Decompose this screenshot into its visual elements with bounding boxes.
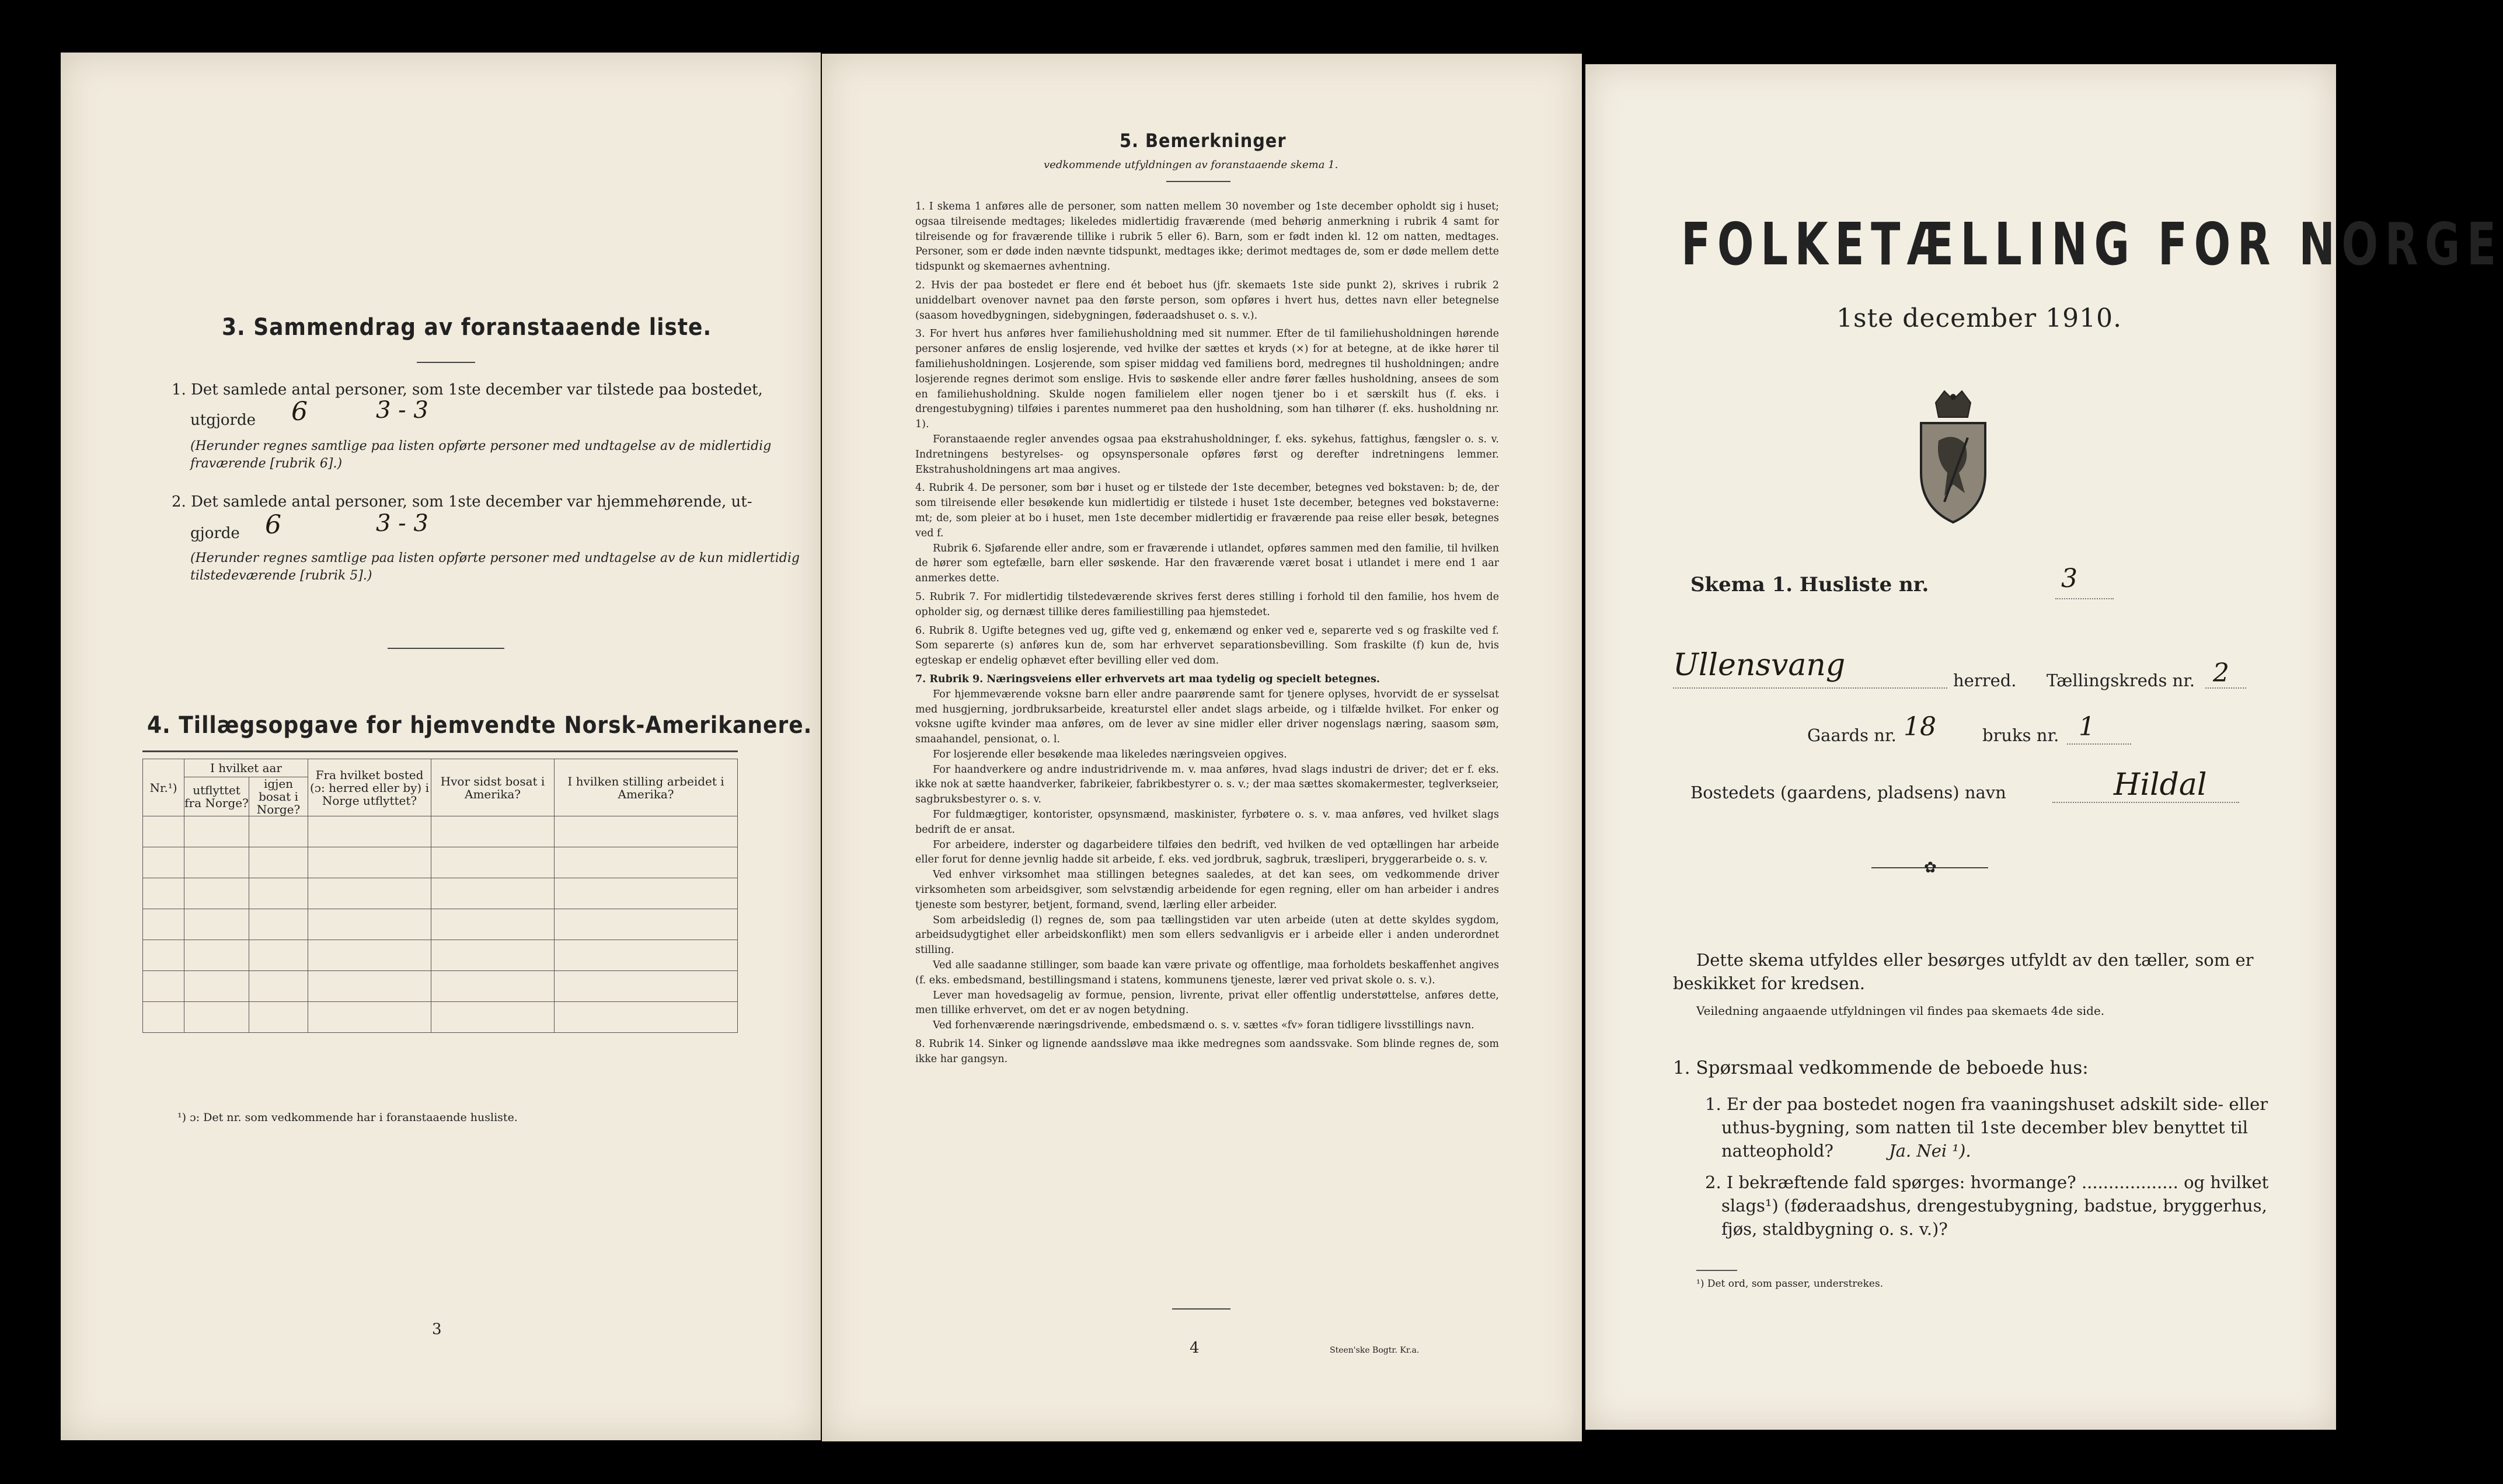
remark: 4. Rubrik 4. De personer, som bør i huset og er tilstede der 1ste december, betegnes ved bokstaven: b; de, der som tilreisende eller besøkende kun midlertidig er tilstede i huset 1ste december, betegnes ved bokstaverne: mt; de, som pleier at bo i huset, men 1ste december midlertidig er fraværende paa reise eller besøk, betegnes ved f. bbox=[915, 482, 1499, 539]
divider bbox=[1166, 181, 1230, 182]
remark: Som arbeidsledig (l) regnes de, som paa tællingstiden var uten arbeide (uten at dette skyldes sygdom, arbeidsudygtighet eller arbeidskonflikt) men som ellers sedvanligvis er i arbeide eller i anden underordnet stilling. bbox=[915, 914, 1499, 956]
dotted-line bbox=[2055, 598, 2114, 599]
remark: 1. I skema 1 anføres alle de personer, som natten mellem 30 november og 1ste december opholdt sig i huset; ogsaa tilreisende medtages; likeledes midlertidig fraværende (med behørig anmerkning i rubrik 4 samt for tilreisende og for fraværende tillike i rubrik 5 eller 6). Barn, som er født inden kl. 12 om natten, medtages. Personer, som er døde inden nævnte tidspunkt, medtages ikke; derimot medtages de, som er døde mellem dette tidspunkt og skemaernes avhentning. bbox=[915, 201, 1499, 273]
remark: Foranstaaende regler anvendes ogsaa paa ekstrahusholdninger, f. eks. sykehus, fattighus, fængsler o. s. v. Indretningens bestyrelses- og opsynspersonale opføres først og derefter indretningens lemmer. Ekstrahusholdningens art maa angives. bbox=[915, 433, 1499, 476]
footnote-rule bbox=[1696, 1270, 1737, 1271]
item-1-value: 6 bbox=[291, 397, 308, 427]
remark: For fuldmægtiger, kontorister, opsynsmænd, maskinister, fyrbøtere o. s. v. maa anføres, ved hvilket slags bedrift de er ansat. bbox=[915, 809, 1499, 836]
item-1-extra: 3 - 3 bbox=[376, 397, 428, 424]
norsk-amerikanere-table bbox=[142, 759, 738, 1033]
herred-label: herred. bbox=[1953, 671, 2017, 690]
form-date: 1ste december 1910. bbox=[1836, 303, 2122, 333]
remark: For haandverkere og andre industridrivende m. v. maa anføres, hvad slags industri de driver; det er f. eks. ikke nok at sætte haandverker, fabrikeier, fabrikbestyrer o. s. v.; der maa sættes skomakermester, teglverkseier, sagbruksbestyrer o. s. v. bbox=[915, 763, 1499, 806]
item-2-extra: 3 - 3 bbox=[376, 510, 428, 537]
remark: 2. Hvis der paa bostedet er flere end ét beboet hus (jfr. skemaets 1ste side punkt 2), skrives i rubrik 2 uniddelbart ovenover navnet paa den første person, som opføres i hvert hus, dettes navn eller betegnelse (saasom hovedbygningen, sidebygningen, føderaadshuset o. s. v.). bbox=[915, 279, 1499, 322]
section-3-title: 3. Sammendrag av foranstaaende liste. bbox=[222, 314, 712, 341]
table-row bbox=[143, 878, 738, 909]
col-group-year: I hvilket aar bbox=[184, 759, 308, 777]
bosted-label: Bostedets (gaardens, pladsens) navn bbox=[1690, 783, 2006, 802]
schema-value: 3 bbox=[2061, 564, 2077, 593]
dotted-line bbox=[1673, 687, 1947, 689]
item-2-text: 2. Det samlede antal personer, som 1ste december var hjemmehørende, ut- bbox=[172, 493, 752, 511]
kreds-label: Tællingskreds nr. bbox=[2047, 671, 2195, 690]
page-number: 4 bbox=[1190, 1339, 1200, 1357]
col-returned: igjen bosat i Norge? bbox=[249, 777, 308, 816]
remarks-list bbox=[915, 200, 1499, 1067]
coat-of-arms-icon bbox=[1912, 385, 1994, 525]
printer-mark: Steen'ske Bogtr. Kr.a. bbox=[1330, 1346, 1420, 1355]
gaards-label: Gaards nr. bbox=[1807, 725, 1897, 745]
question-1-answer: Ja. Nei ¹). bbox=[1889, 1141, 1971, 1161]
col-position: I hvilken stilling arbeidet i Amerika? bbox=[555, 759, 738, 816]
col-nr: Nr.¹) bbox=[143, 759, 184, 816]
remark: Ved enhver virksomhet maa stillingen betegnes saaledes, at det kan sees, om vedkommende driver virksomheten som arbeidsgiver, som selvstændig arbeidende for egen regning, eller om han arbeider i andres tjeneste som bestyrer, betjent, formand, svend, lærling eller arbeider. bbox=[915, 869, 1499, 911]
table-row bbox=[143, 909, 738, 940]
question-1: 1. Er der paa bostedet nogen fra vaaningshuset adskilt side- eller uthus-bygning, som natten til 1ste december blev benyttet til natteophold? bbox=[1705, 1094, 2268, 1161]
gaards-value: 18 bbox=[1904, 712, 1936, 742]
remarks-subheading: vedkommende utfyldningen av foranstaaende skema 1. bbox=[1044, 159, 1338, 171]
remark: Lever man hovedsagelig av formue, pension, livrente, privat eller offentlig understøttelse, anføres dette, men tillike erhvervet, om det er av nogen betydning. bbox=[915, 989, 1499, 1017]
table-row bbox=[143, 971, 738, 1002]
remark: Ved forhenværende næringsdrivende, embedsmænd o. s. v. sættes «fv» foran tidligere livsstillings navn. bbox=[933, 1019, 1474, 1032]
remark: 8. Rubrik 14. Sinker og lignende aandssløve maa ikke medregnes som aandssvake. Som blinde regnes de, som ikke har gangsyn. bbox=[915, 1038, 1499, 1065]
divider bbox=[1172, 1308, 1230, 1310]
dotted-line bbox=[2205, 687, 2246, 689]
section-4-title: 4. Tillægsopgave for hjemvendte Norsk-Amerikanere. bbox=[147, 712, 813, 739]
col-from-place: Fra hvilket bosted (ɔ: herred eller by) i Norge utflyttet? bbox=[308, 759, 431, 816]
page-middle bbox=[822, 54, 1582, 1441]
page-left bbox=[61, 53, 821, 1440]
item-1-note: (Herunder regnes samtlige paa listen opførte personer med undtagelse av de midlertidig fraværende [rubrik 6].) bbox=[190, 439, 772, 471]
form-title: FOLKETÆLLING FOR NORGE bbox=[1681, 210, 2503, 278]
page-right bbox=[1585, 64, 2503, 1430]
instruction: Dette skema utfyldes eller besørges utfyldt av den tæller, som er beskikket for kredsen. bbox=[1673, 950, 2254, 993]
table-row bbox=[143, 816, 738, 847]
page-number: 3 bbox=[432, 1321, 442, 1338]
remark: 6. Rubrik 8. Ugifte betegnes ved ug, gifte ved g, enkemænd og enker ved e, separerte ved s og fraskilte ved f. Som separerte (s) anføres kun de, som har erhvervet separationsbevilling. Som fraskilte (f) kun de, hvis egteskap er endelig ophævet efter bevilling eller ved dom. bbox=[915, 624, 1499, 667]
herred-value: Ullensvang bbox=[1673, 648, 1846, 683]
remark: 5. Rubrik 7. For midlertidig tilstedeværende skrives ferst deres stilling i forhold til den familie, hos hvem de opholder sig, og dernæst tillike deres familiestilling paa hjemstedet. bbox=[915, 591, 1499, 618]
col-emigrated: utflyttet fra Norge? bbox=[184, 777, 249, 816]
item-1-text: 1. Det samlede antal personer, som 1ste december var tilstede paa bostedet, bbox=[172, 381, 763, 399]
divider bbox=[417, 362, 475, 363]
table-row bbox=[143, 940, 738, 971]
remark: 3. For hvert hus anføres hver familiehusholdning med sit nummer. Efter de til familiehusholdningen hørende personer anføres de enslig losjerende, ved hvilke der sættes et kryds (×) for at betegne, at de ikke hører til familiehusholdningen. Losjerende, som spiser middag ved familiens bord, medregnes til husholdningen; andre losjerende regnes derimot som enslige. Hvis to søskende eller andre fører fælles husholdning, ansees de som en familiehusholdning. Skulde nogen familielem eller nogen tjener bo i et særskilt hus (f. eks. i drengestubygning) tilføies i parentes nummeret paa den husholdning, som han tilhører (f. eks. husholdning nr. 1). bbox=[915, 328, 1499, 431]
remark: For arbeidere, inderster og dagarbeidere tilføies den bedrift, ved hvilken de ved optællingen har arbeide eller forut for denne jevnlig hadde sit arbeide, f. eks. ved jordbruk, sagbruk, træsliperi, bryggerarbeide o. s. v. bbox=[915, 839, 1499, 866]
remark: 7. Rubrik 9. Næringsveiens eller erhvervets art maa tydelig og specielt betegnes. bbox=[915, 673, 1380, 685]
table-top-rule bbox=[142, 750, 738, 752]
divider bbox=[388, 648, 504, 649]
dotted-line bbox=[2052, 802, 2239, 803]
bruks-label: bruks nr. bbox=[1982, 725, 2059, 745]
item-2-note: (Herunder regnes samtlige paa listen opførte personer med undtagelse av de kun midlertidig tilstedeværende [rubrik 5].) bbox=[190, 551, 800, 583]
item-1-lead: utgjorde bbox=[190, 411, 256, 429]
dotted-line bbox=[2067, 743, 2131, 745]
remark: For losjerende eller besøkende maa likeledes næringsveien opgives. bbox=[933, 748, 1287, 760]
bosted-value: Hildal bbox=[2114, 767, 2207, 802]
bruks-value: 1 bbox=[2079, 712, 2095, 742]
question-2: 2. I bekræftende fald spørges: hvormange? .................. og hvilket slags¹) (føderaadshus, drengestubygning, badstue, bryggerhus, fjøs, staldbygning o. s. v.)? bbox=[1705, 1172, 2269, 1239]
footnote: ¹) ɔ: Det nr. som vedkommende har i foranstaaende husliste. bbox=[177, 1111, 518, 1124]
ornament-icon: ✿ bbox=[1924, 859, 1937, 877]
questions-heading: 1. Spørsmaal vedkommende de beboede hus: bbox=[1673, 1057, 2089, 1078]
item-2-value: 6 bbox=[265, 510, 281, 540]
item-2-lead: gjorde bbox=[190, 525, 240, 542]
table-row bbox=[143, 1002, 738, 1033]
remark: Ved alle saadanne stillinger, som baade kan være private og offentlige, maa forholdets beskaffenhet angives (f. eks. embedsmand, bestillingsmand i statens, kommunens tjeneste, lærer ved privat skole o. s. v.). bbox=[915, 959, 1499, 986]
table-row bbox=[143, 847, 738, 878]
instruction-small: Veiledning angaaende utfyldningen vil findes paa skemaets 4de side. bbox=[1696, 1004, 2105, 1018]
remarks-heading: 5. Bemerkninger bbox=[1120, 130, 1287, 152]
remark: Rubrik 6. Sjøfarende eller andre, som er fraværende i utlandet, opføres sammen med den familie, til hvilken de hører som egtefælle, barn eller søskende. Har den fraværende været bosat i utlandet i mere end 1 aar anmerkes dette. bbox=[915, 542, 1499, 585]
kreds-value: 2 bbox=[2213, 658, 2229, 688]
schema-label: Skema 1. Husliste nr. bbox=[1690, 573, 1929, 596]
footnote: ¹) Det ord, som passer, understrekes. bbox=[1696, 1278, 1884, 1290]
remark: For hjemmeværende voksne barn eller andre paarørende samt for tjenere oplyses, hvorvidt de er sysselsat med husgjerning, jordbruksarbeide, kreaturstel eller andet slags arbeide, og i tilfælde hvilket. For enker og voksne ugifte kvinder maa anføres, om de lever av sine midler eller driver nogenslags næring, saasom søm, smaahandel, pensionat, o. l. bbox=[915, 688, 1499, 746]
col-last-america: Hvor sidst bosat i Amerika? bbox=[431, 759, 555, 816]
